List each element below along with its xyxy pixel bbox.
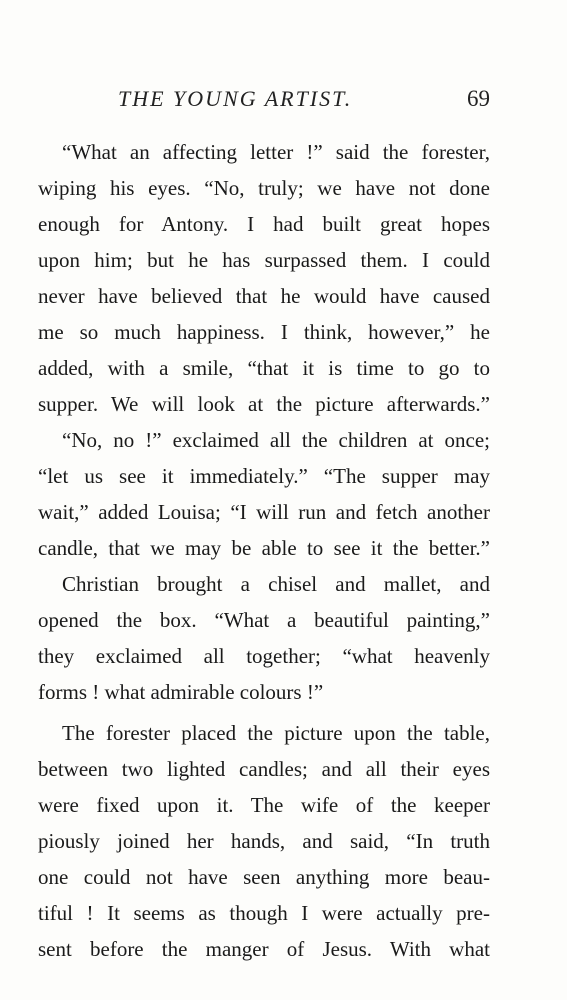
text-line: piously joined her hands, and said, “In truth bbox=[38, 829, 490, 853]
text-line: me so much happiness. I think, however,” he bbox=[38, 320, 490, 344]
text-line: never have believed that he would have caused bbox=[38, 284, 490, 308]
text-line: they exclaimed all together; “what heavenly bbox=[38, 644, 490, 668]
text-line: wait,” added Louisa; “I will run and fetch another bbox=[38, 500, 490, 524]
running-head bbox=[38, 86, 490, 118]
running-title: THE YOUNG ARTIST. bbox=[118, 86, 353, 111]
text-line: supper. We will look at the picture afterwards.” bbox=[38, 392, 490, 416]
text-line: forms ! what admirable colours !” bbox=[38, 680, 324, 704]
text-line: “let us see it immediately.” “The supper may bbox=[38, 464, 490, 488]
body-text bbox=[38, 134, 490, 967]
text-line: were fixed upon it. The wife of the keeper bbox=[38, 793, 490, 817]
text-line: tiful ! It seems as though I were actually pre- bbox=[38, 901, 490, 925]
text-line: wiping his eyes. “No, truly; we have not done bbox=[38, 176, 490, 200]
text-line: “No, no !” exclaimed all the children at once; bbox=[62, 428, 490, 452]
page-number: 69 bbox=[467, 86, 490, 111]
text-line: between two lighted candles; and all their eyes bbox=[38, 757, 490, 781]
text-line: sent before the manger of Jesus. With what bbox=[38, 937, 490, 961]
text-line: one could not have seen anything more beau- bbox=[38, 865, 490, 889]
text-line: upon him; but he has surpassed them. I could bbox=[38, 248, 490, 272]
text-line: The forester placed the picture upon the table, bbox=[62, 721, 490, 745]
text-line: candle, that we may be able to see it the better.” bbox=[38, 536, 490, 560]
text-line: opened the box. “What a beautiful painting,” bbox=[38, 608, 490, 632]
text-line: added, with a smile, “that it is time to go to bbox=[38, 356, 490, 380]
text-line: Christian brought a chisel and mallet, and bbox=[62, 572, 490, 596]
text-line: “What an affecting letter !” said the forester, bbox=[62, 140, 490, 164]
text-line: enough for Antony. I had built great hopes bbox=[38, 212, 490, 236]
